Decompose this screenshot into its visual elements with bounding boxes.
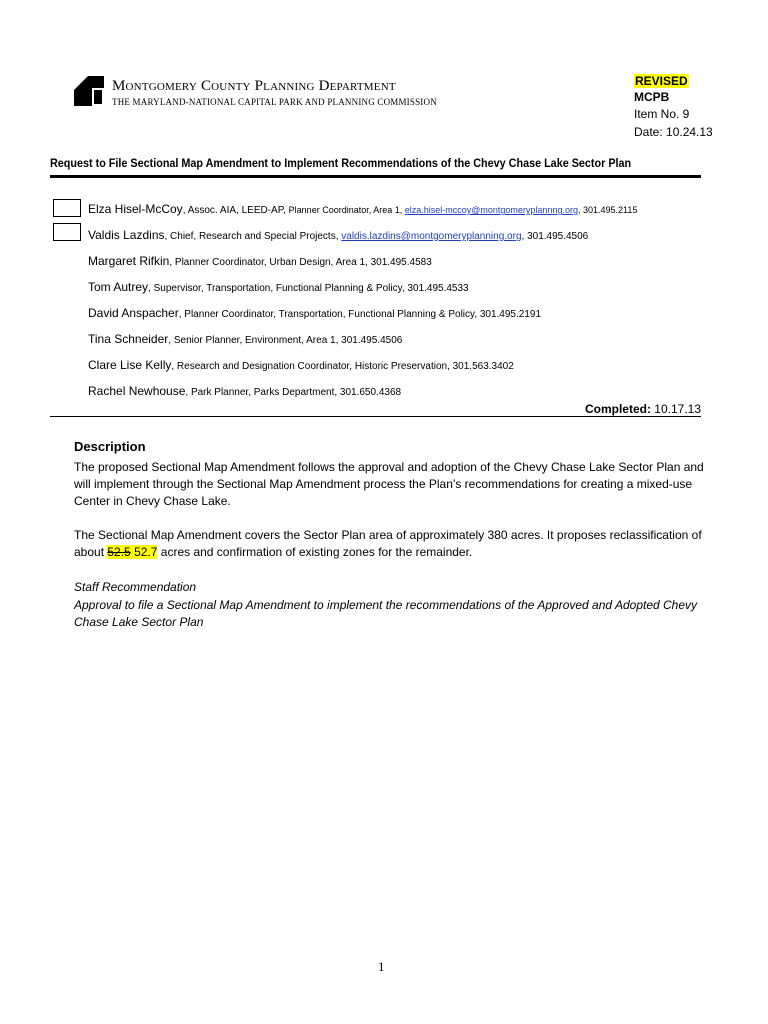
header-divider — [50, 175, 701, 178]
acreage-revision — [107, 545, 157, 559]
staff-name: Rachel Newhouse — [88, 384, 186, 398]
staff-row — [88, 254, 432, 270]
description-paragraph: The proposed Sectional Map Amendment follows the approval and adoption of the Chevy Chase Lake Sector Plan and will implement through the Sectional Map Amendment process the Plan’s recommendations for creating a mixed-use Center in Chevy Chase Lake. — [74, 460, 704, 508]
description-paragraph — [74, 527, 704, 561]
description-text: The Sectional Map Amendment covers the Sector Plan area of approximately 380 acres. It proposes reclassification of about — [74, 528, 702, 559]
staff-row — [88, 280, 469, 296]
staff-email-link[interactable]: elza.hisel-mccoy@montgomeryplannng.org — [404, 205, 578, 215]
staff-name: Tina Schneider — [88, 332, 169, 346]
document-title: Request to File Sectional Map Amendment to Implement Recommendations of the Chevy Chase Lake Sector Plan — [50, 156, 632, 170]
staff-name: Valdis Lazdins — [88, 228, 165, 242]
completed-value: 10.17.13 — [650, 402, 701, 416]
mncppc-logo-icon — [74, 76, 104, 106]
description-text: acres and confirmation of existing zones for the remainder. — [157, 545, 473, 559]
recommendation-heading: Staff Recommendation — [74, 580, 197, 594]
staff-name: Elza Hisel-McCoy — [88, 202, 183, 216]
department-subtitle: THE MARYLAND-NATIONAL CAPITAL PARK AND PLANNING COMMISSION — [112, 97, 437, 107]
staff-row — [88, 202, 637, 218]
staff-divider — [50, 416, 701, 417]
staff-row — [88, 358, 514, 374]
staff-details: , Senior Planner, Environment, Area 1, 301.495.4506 — [168, 335, 403, 346]
staff-details: , Chief, Research and Special Projects, — [164, 231, 342, 242]
staff-details: Planner Coordinator, Area 1, — [288, 205, 405, 215]
meeting-date: Date: 10.24.13 — [634, 125, 713, 139]
staff-email-link[interactable]: valdis.lazdins@montgomeryplanning.org — [341, 231, 522, 242]
completed-date — [585, 402, 701, 416]
page-number: 1 — [378, 959, 385, 974]
completed-label: Completed: — [584, 402, 651, 416]
staff-name: Margaret Rifkin — [88, 254, 170, 268]
description-heading: Description — [74, 439, 146, 454]
staff-details: , Planner Coordinator, Transportation, Functional Planning & Policy, 301.495.2191 — [178, 309, 541, 320]
acreage-old: 52.5 — [107, 545, 131, 559]
staff-details: , Assoc. AIA, LEED-AP, — [182, 205, 289, 216]
staff-phone: , 301.495.4506 — [521, 231, 589, 242]
staff-row — [88, 384, 401, 400]
item-number: Item No. 9 — [634, 107, 690, 121]
staff-name: David Anspacher — [88, 306, 179, 320]
staff-row — [88, 306, 541, 322]
staff-name: Clare Lise Kelly — [88, 358, 172, 372]
checkbox-staff-2[interactable] — [53, 223, 81, 241]
staff-details: , Research and Designation Coordinator, Historic Preservation, 301.563.3402 — [171, 361, 514, 372]
staff-phone: , 301.495.2115 — [577, 205, 638, 215]
recommendation-text: Approval to file a Sectional Map Amendment to implement the recommendations of the Approved and Adopted Chevy Chase Lake Sector Plan — [74, 598, 698, 629]
checkbox-staff-1[interactable] — [53, 199, 81, 217]
revised-badge: REVISED — [635, 74, 688, 88]
staff-details: , Supervisor, Transportation, Functional Planning & Policy, 301.495.4533 — [148, 283, 469, 294]
department-title: Montgomery County Planning Department — [112, 78, 396, 94]
staff-details: , Planner Coordinator, Urban Design, Area 1, 301.495.4583 — [169, 257, 432, 268]
mcpb-label: MCPB — [634, 90, 670, 104]
acreage-new: 52.7 — [130, 545, 158, 559]
staff-details: , Park Planner, Parks Department, 301.650.4368 — [185, 387, 402, 398]
staff-row — [88, 332, 402, 348]
staff-row — [88, 228, 588, 244]
staff-name: Tom Autrey — [88, 280, 149, 294]
